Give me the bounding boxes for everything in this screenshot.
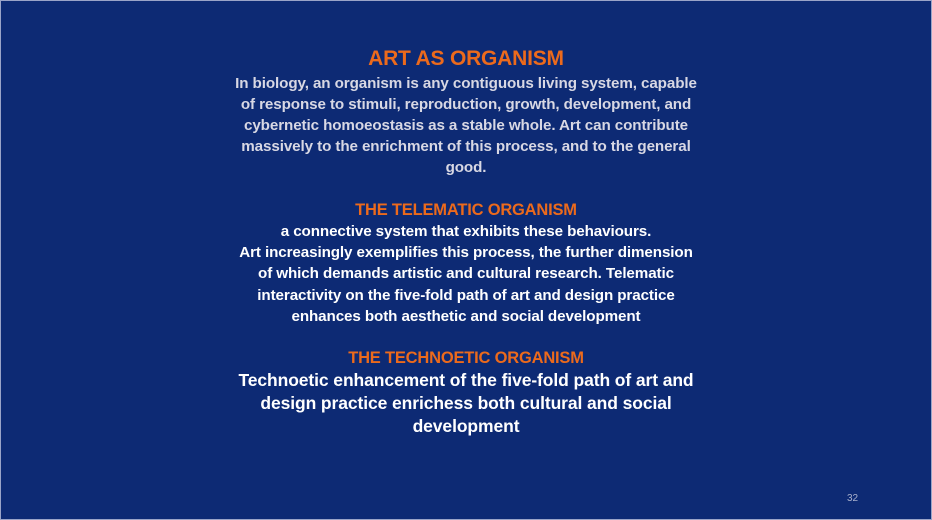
section-art-as-organism <box>206 45 726 178</box>
body-line: enhances both aesthetic and social development <box>291 307 641 325</box>
body-line: a connective system that exhibits these behaviours. <box>280 223 652 240</box>
body-line: good. <box>445 159 487 176</box>
section-heading: ART AS ORGANISM <box>368 47 564 70</box>
body-line: of which demands artistic and cultural research. Telematic <box>258 265 674 283</box>
body-line: In biology, an organism is any contiguous living system, capable <box>235 75 697 92</box>
body-line: design practice enrichess both cultural and social <box>260 393 672 413</box>
body-line: cybernetic homoeostasis as a stable whole. Art can contribute <box>243 117 689 134</box>
section-telematic-organism <box>206 199 726 327</box>
page-number: 32 <box>847 493 859 504</box>
section-technoetic-organism <box>206 347 726 438</box>
section-body <box>206 369 726 438</box>
section-heading: THE TECHNOETIC ORGANISM <box>348 349 584 367</box>
body-line: Technoetic enhancement of the five-fold path of art and <box>238 370 694 390</box>
body-line: Art increasingly exemplifies this process, the further dimension <box>239 244 693 262</box>
section-body <box>206 73 726 178</box>
body-line: of response to stimuli, reproduction, growth, development, and <box>240 96 692 113</box>
section-body <box>206 221 726 327</box>
section-heading: THE TELEMATIC ORGANISM <box>355 201 577 219</box>
body-line: development <box>412 416 520 436</box>
body-line: massively to the enrichment of this process, and to the general <box>241 138 691 155</box>
body-line: interactivity on the five-fold path of art and design practice <box>257 286 675 304</box>
